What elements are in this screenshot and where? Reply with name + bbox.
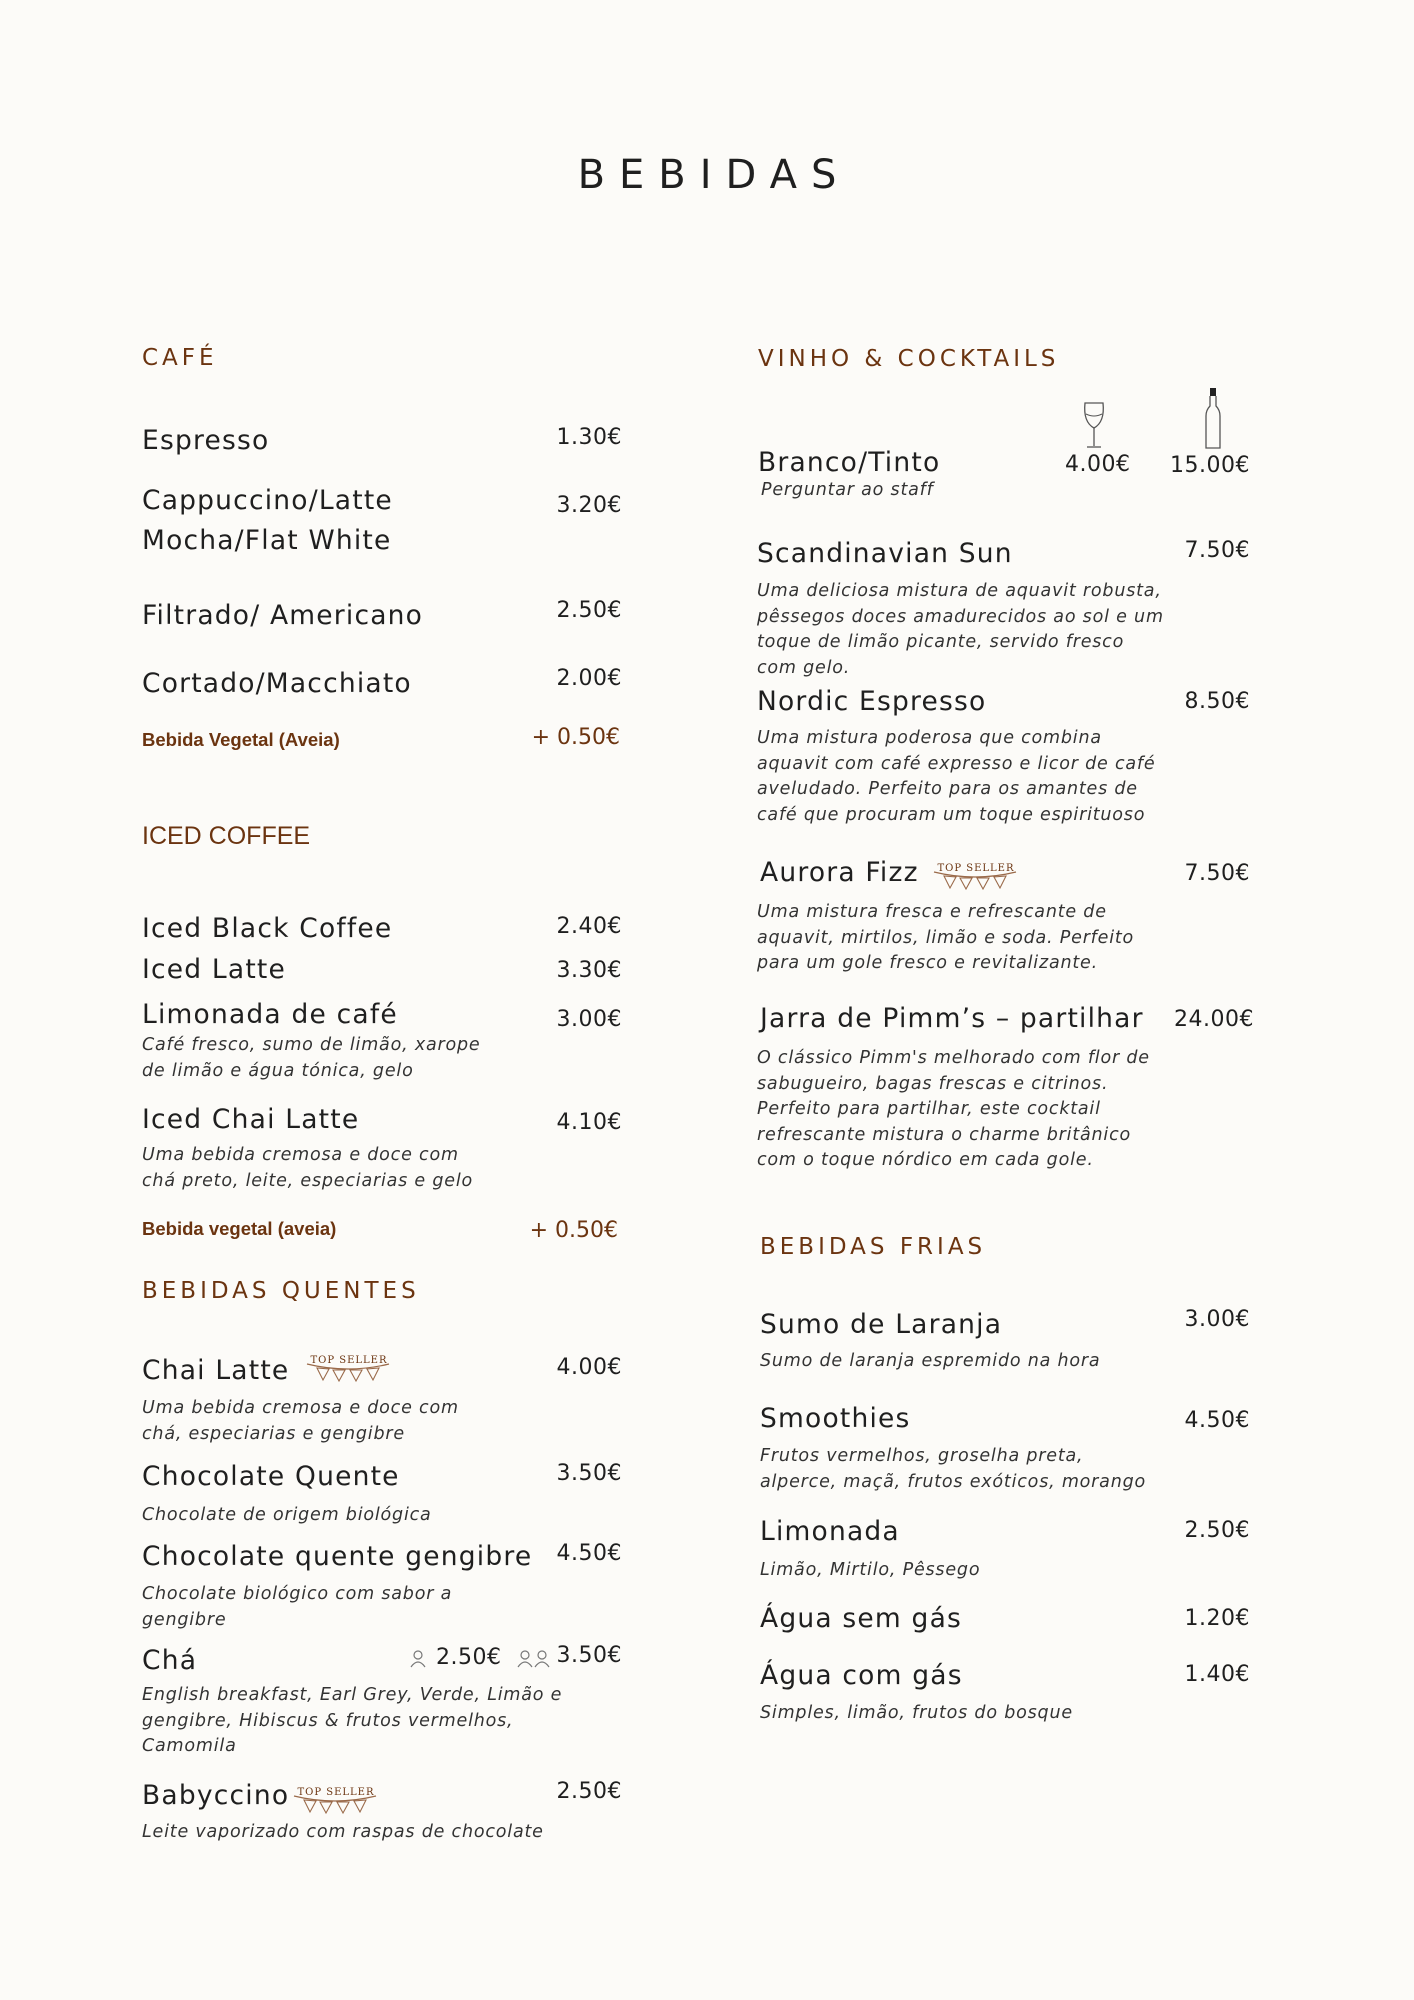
page-title: BEBIDAS [577,152,851,198]
menu-item-price: 8.50€ [1184,689,1250,714]
menu-item-name: Jarra de Pimm’s – partilhar [760,1003,1144,1034]
menu-item-description: Simples, limão, frutos do bosque [760,1703,1073,1723]
tea-single-price: 2.50€ [436,1645,502,1670]
top-seller-badge [303,1352,395,1386]
menu-item-description: O clássico Pimm's melhorado com flor de sabugueiro, bagas frescas e citrinos. Perfeito para partilhar, este cocktail refrescante mistura o charme britânico com o toque nórdico em cada gole. [757,1048,1150,1170]
menu-item-name: Iced Latte [142,954,287,985]
menu-item-price: 3.00€ [556,1007,622,1032]
top-seller-label: TOP SELLER [297,1787,375,1798]
two-persons-icon [517,1650,551,1668]
top-seller-badge [930,860,1022,894]
menu-item-name: Água com gás [760,1660,963,1691]
menu-item-price: 2.00€ [556,666,622,691]
extra-option-label: Bebida Vegetal (Aveia) [142,729,340,750]
menu-item-description: Chocolate biológico com sabor a gengibre [142,1584,453,1630]
menu-item-description: Uma mistura fresca e refrescante de aquavit, mirtilos, limão e soda. Perfeito para um gole fresco e revitalizante. [757,902,1135,973]
menu-item-name: Chocolate quente gengibre [142,1541,533,1572]
menu-item-name: Iced Black Coffee [142,913,393,944]
menu-item-price: 3.20€ [556,493,622,518]
menu-item-name: Limonada de café [142,999,398,1030]
top-seller-label: TOP SELLER [310,1355,388,1366]
menu-item-price: 7.50€ [1184,861,1250,886]
menu-item-price: 1.20€ [1184,1606,1250,1631]
wine-glass-icon [1080,400,1108,452]
extra-option-price: + 0.50€ [531,725,620,750]
extra-option-label: Bebida vegetal (aveia) [142,1218,337,1239]
menu-item-description: Uma deliciosa mistura de aquavit robusta, pêssegos doces amadurecidos ao sol e um toque de limão picante, servido fresco com gelo. [757,581,1164,678]
menu-item-description: English breakfast, Earl Grey, Verde, Limão e gengibre, Hibiscus & frutos vermelhos, Camomila [142,1685,563,1756]
menu-item-name: Cappuccino/Latte [142,485,393,516]
menu-item-name: Scandinavian Sun [757,538,1013,569]
menu-item-name: Chocolate Quente [142,1461,400,1492]
wine-bottle-price: 15.00€ [1170,453,1250,478]
section-heading-wine-cocktails: VINHO & COCKTAILS [758,346,1060,372]
menu-item-name: Sumo de Laranja [760,1309,1003,1340]
menu-item-description: Perguntar ao staff [761,480,934,500]
menu-item-description: Café fresco, sumo de limão, xarope de limão e água tónica, gelo [142,1035,481,1081]
menu-item-name: Aurora Fizz [760,857,919,888]
menu-item-price: 4.50€ [556,1541,622,1566]
menu-item-description: Uma bebida cremosa e doce com chá, especiarias e gengibre [142,1398,459,1444]
wine-glass-price: 4.00€ [1065,452,1131,477]
menu-item-name: Chai Latte [142,1355,290,1386]
menu-item-description: Limão, Mirtilo, Pêssego [760,1560,981,1580]
top-seller-label: TOP SELLER [937,863,1015,874]
menu-item-price: 2.50€ [556,1779,622,1804]
menu-item-name: Espresso [142,425,270,456]
menu-item-name: Chá [142,1645,198,1676]
section-heading-cafe: CAFÉ [142,345,218,371]
menu-item-description: Uma bebida cremosa e doce com chá preto, leite, especiarias e gelo [142,1145,474,1191]
menu-item-price: 1.30€ [556,425,622,450]
wine-bottle-icon [1203,386,1223,452]
menu-item-name: Filtrado/ Americano [142,600,424,631]
menu-item-description: Uma mistura poderosa que combina aquavit com café expresso e licor de café aveludado. Perfeito para os amantes de café que procuram um toque espirituoso [757,728,1156,825]
top-seller-badge [290,1784,382,1818]
tea-double-price: 3.50€ [556,1643,622,1668]
menu-item-description: Chocolate de origem biológica [142,1505,432,1525]
menu-item-price: 4.50€ [1184,1408,1250,1433]
menu-item-name: Água sem gás [760,1603,963,1634]
menu-item-price: 4.00€ [556,1355,622,1380]
section-heading-iced-coffee: ICED COFFEE [142,822,311,850]
extra-option-price: + 0.50€ [529,1218,618,1243]
menu-item-price: 4.10€ [556,1110,622,1135]
menu-item-name: Smoothies [760,1403,911,1434]
menu-item-price: 2.50€ [1184,1518,1250,1543]
person-icon [410,1650,426,1668]
menu-item-price: 24.00€ [1174,1007,1254,1032]
menu-item-name: Cortado/Macchiato [142,668,412,699]
menu-item-description: Leite vaporizado com raspas de chocolate [142,1822,544,1842]
menu-item-name: Nordic Espresso [757,686,987,717]
menu-item-name: Iced Chai Latte [142,1104,360,1135]
menu-item-name: Mocha/Flat White [142,525,392,556]
menu-item-name: Babyccino [142,1780,290,1811]
menu-item-name: Branco/Tinto [758,447,941,478]
menu-item-name: Limonada [760,1516,900,1547]
section-heading-cold-drinks: BEBIDAS FRIAS [760,1234,987,1260]
menu-item-price: 3.50€ [556,1461,622,1486]
menu-item-description: Sumo de laranja espremido na hora [760,1351,1101,1371]
section-heading-hot-drinks: BEBIDAS QUENTES [142,1278,420,1304]
menu-item-price: 3.00€ [1184,1307,1250,1332]
menu-item-description: Frutos vermelhos, groselha preta, alperce, maçã, frutos exóticos, morango [760,1446,1147,1492]
menu-item-price: 3.30€ [556,958,622,983]
menu-item-price: 2.40€ [556,914,622,939]
menu-item-price: 7.50€ [1184,538,1250,563]
menu-item-price: 1.40€ [1184,1662,1250,1687]
menu-item-price: 2.50€ [556,598,622,623]
